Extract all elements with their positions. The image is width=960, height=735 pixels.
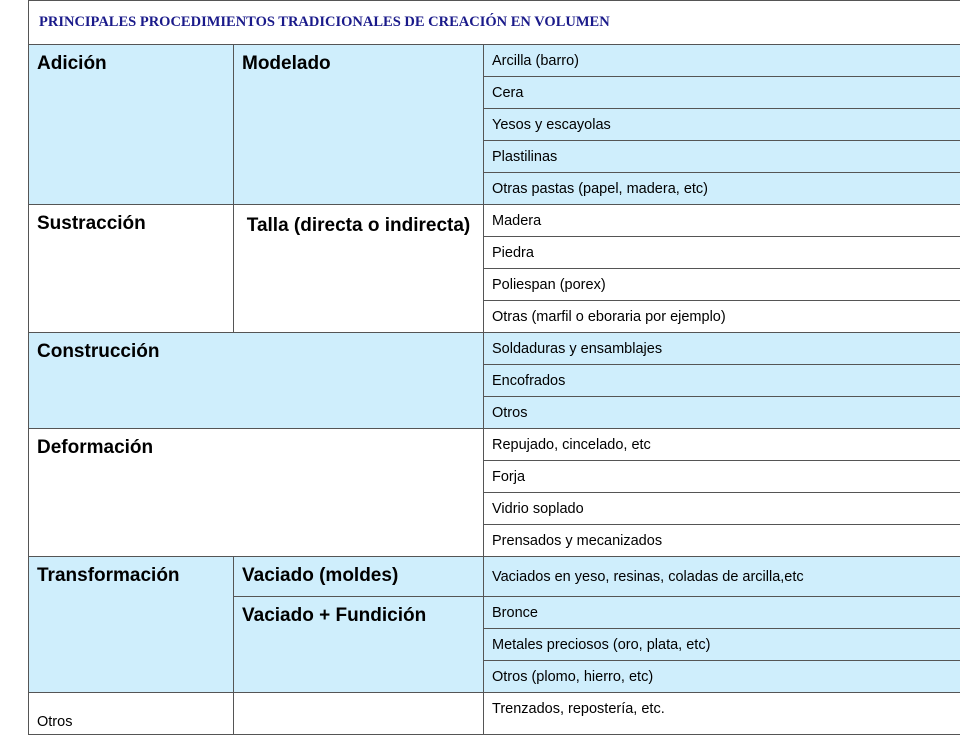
category-sustraccion: Sustracción: [29, 205, 234, 333]
category-transformacion: Transformación: [29, 557, 234, 693]
list-item: Poliespan (porex): [484, 269, 960, 301]
list-item: Cera: [484, 77, 960, 109]
procedures-table: [28, 0, 960, 735]
list-item: Yesos y escayolas: [484, 109, 960, 141]
category-otros: Otros: [29, 693, 234, 735]
empty-cell: [234, 693, 484, 735]
list-item: Otras (marfil o eboraria por ejemplo): [484, 301, 960, 333]
list-item: Repujado, cincelado, etc: [484, 429, 960, 461]
list-item: Piedra: [484, 237, 960, 269]
list-item: Trenzados, repostería, etc.: [484, 693, 960, 735]
list-item: Otros: [484, 397, 960, 429]
sub-vaciado-fundicion: Vaciado + Fundición: [234, 597, 484, 693]
list-item: Madera: [484, 205, 960, 237]
list-item: Forja: [484, 461, 960, 493]
sub-modelado: Modelado: [234, 45, 484, 205]
list-item: Soldaduras y ensamblajes: [484, 333, 960, 365]
list-item: Bronce: [484, 597, 960, 629]
list-item: Encofrados: [484, 365, 960, 397]
list-item: Vaciados en yeso, resinas, coladas de arcilla,etc: [484, 557, 960, 597]
category-adicion: Adición: [29, 45, 234, 205]
list-item: Plastilinas: [484, 141, 960, 173]
list-item: Metales preciosos (oro, plata, etc): [484, 629, 960, 661]
table-title: PRINCIPALES PROCEDIMIENTOS TRADICIONALES DE CREACIÓN EN VOLUMEN: [29, 1, 960, 45]
list-item: Otras pastas (papel, madera, etc): [484, 173, 960, 205]
list-item: Vidrio soplado: [484, 493, 960, 525]
list-item: Otros (plomo, hierro, etc): [484, 661, 960, 693]
sub-talla: Talla (directa o indirecta): [234, 205, 484, 333]
list-item: Prensados y mecanizados: [484, 525, 960, 557]
sub-vaciado: Vaciado (moldes): [234, 557, 484, 597]
list-item: Arcilla (barro): [484, 45, 960, 77]
category-deformacion: Deformación: [29, 429, 484, 557]
category-construccion: Construcción: [29, 333, 484, 429]
